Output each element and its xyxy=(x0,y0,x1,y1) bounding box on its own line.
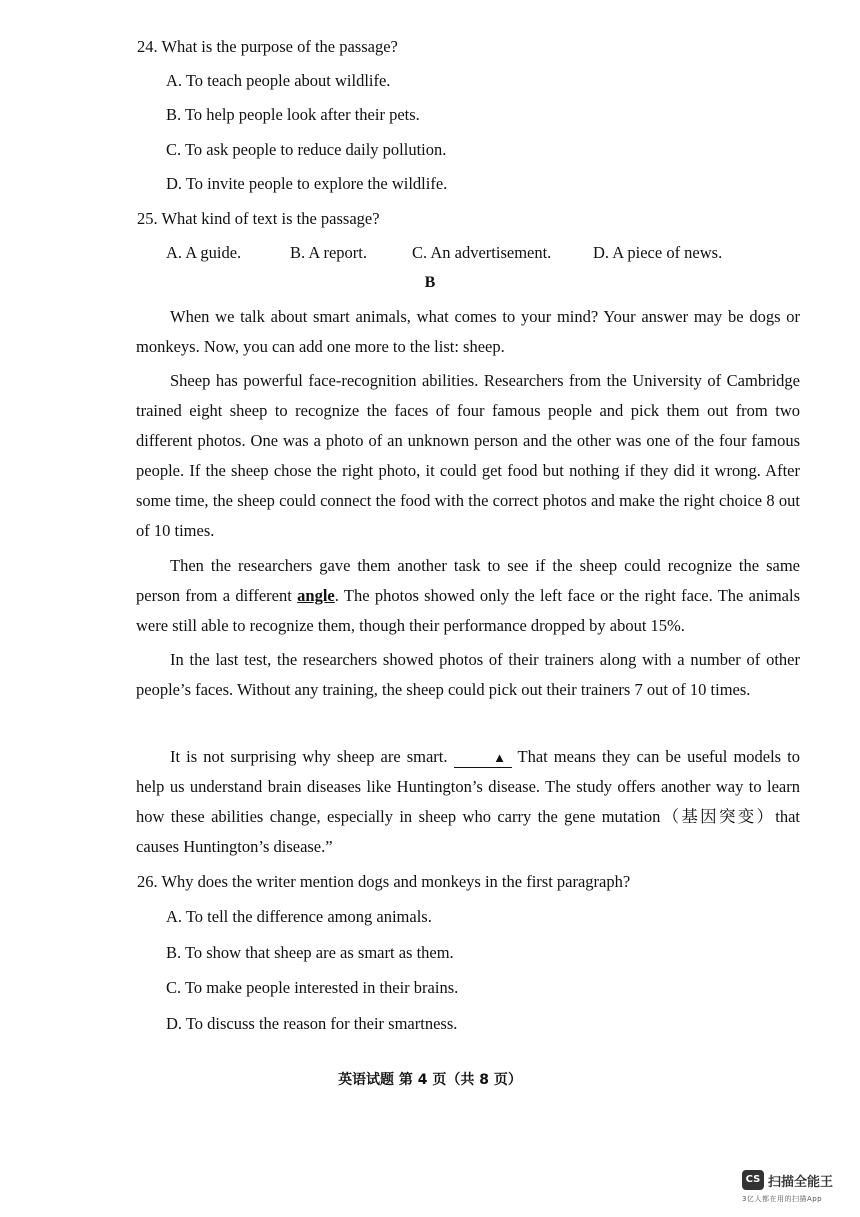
underlined-word-angle: angle xyxy=(297,586,335,605)
triangle-icon: ▲ xyxy=(493,750,506,765)
paragraph-2-text: Sheep has powerful face-recognition abilities. Researchers from the University of Cambridge trained eight sheep to recognize the faces of four famous people and pick them out from two different photos. One was a photo of an unknown person and the other was one of the four famous people. If the sheep chose the right photo, it could get food but nothing if they did it wrong. After some time, the sheep could connect the food with the correct photos and make the right choice 8 out of 10 times. xyxy=(136,371,800,540)
question-26-stem: 26. Why does the writer mention dogs and monkeys in the first paragraph? xyxy=(137,872,631,891)
passage-paragraph-3 xyxy=(136,551,800,641)
page-footer: 英语试题 第 4 页（共 8 页） xyxy=(338,1072,522,1088)
question-26-option-b: B. To show that sheep are as smart as them. xyxy=(166,943,454,962)
passage-paragraph-1 xyxy=(136,302,800,362)
question-24-option-c: C. To ask people to reduce daily pollution. xyxy=(166,140,447,159)
camscanner-logo-icon: CS xyxy=(742,1170,764,1190)
question-25-option-b: B. A report. xyxy=(290,243,367,262)
paragraph-3-text-before: Then the researchers gave them another task to see if the sheep could recognize the same person from a different xyxy=(136,556,800,605)
answer-blank xyxy=(454,748,512,768)
paragraph-5-text-before: It is not surprising why sheep are smart. xyxy=(170,747,448,766)
paragraph-4-text: In the last test, the researchers showed photos of their trainers along with a number of other people’s faces. Without any training, the sheep could pick out their trainers 7 out of 10 times. xyxy=(136,650,800,699)
passage-paragraph-5 xyxy=(136,742,800,862)
watermark-app-name: 扫描全能王 xyxy=(768,1175,834,1190)
question-24-option-d: D. To invite people to explore the wildlife. xyxy=(166,174,448,193)
question-24-option-b: B. To help people look after their pets. xyxy=(166,105,420,124)
paragraph-3-text-after: . The photos showed only the left face or the right face. The animals were still able to recognize them, though their performance dropped by about 15%. xyxy=(136,586,801,635)
passage-paragraph-2 xyxy=(136,366,800,546)
question-24-stem: 24. What is the purpose of the passage? xyxy=(137,37,398,56)
passage-paragraph-4 xyxy=(136,645,800,705)
paragraph-1-text: When we talk about smart animals, what comes to your mind? Your answer may be dogs or monkeys. Now, you can add one more to the list: sheep. xyxy=(136,307,800,356)
section-label: B xyxy=(424,274,436,291)
question-25-option-d: D. A piece of news. xyxy=(593,243,723,262)
question-26-option-a: A. To tell the difference among animals. xyxy=(166,907,432,926)
question-26-option-c: C. To make people interested in their brains. xyxy=(166,978,459,997)
watermark-tagline: 3亿人都在用的扫描App xyxy=(742,1195,823,1203)
question-25-option-a: A. A guide. xyxy=(166,243,242,262)
scanner-watermark xyxy=(742,1170,844,1206)
paragraph-5-text-after: That means they can be useful models to help us understand brain diseases like Huntington’s disease. The study offers another way to learn how these abilities change, especially in sheep who carry the gene mutation（基因突变）that causes Huntington’s disease.” xyxy=(136,747,801,856)
question-25-stem: 25. What kind of text is the passage? xyxy=(137,209,380,228)
question-24-option-a: A. To teach people about wildlife. xyxy=(166,71,391,90)
question-25-option-c: C. An advertisement. xyxy=(412,243,552,262)
question-26-option-d: D. To discuss the reason for their smartness. xyxy=(166,1014,458,1033)
